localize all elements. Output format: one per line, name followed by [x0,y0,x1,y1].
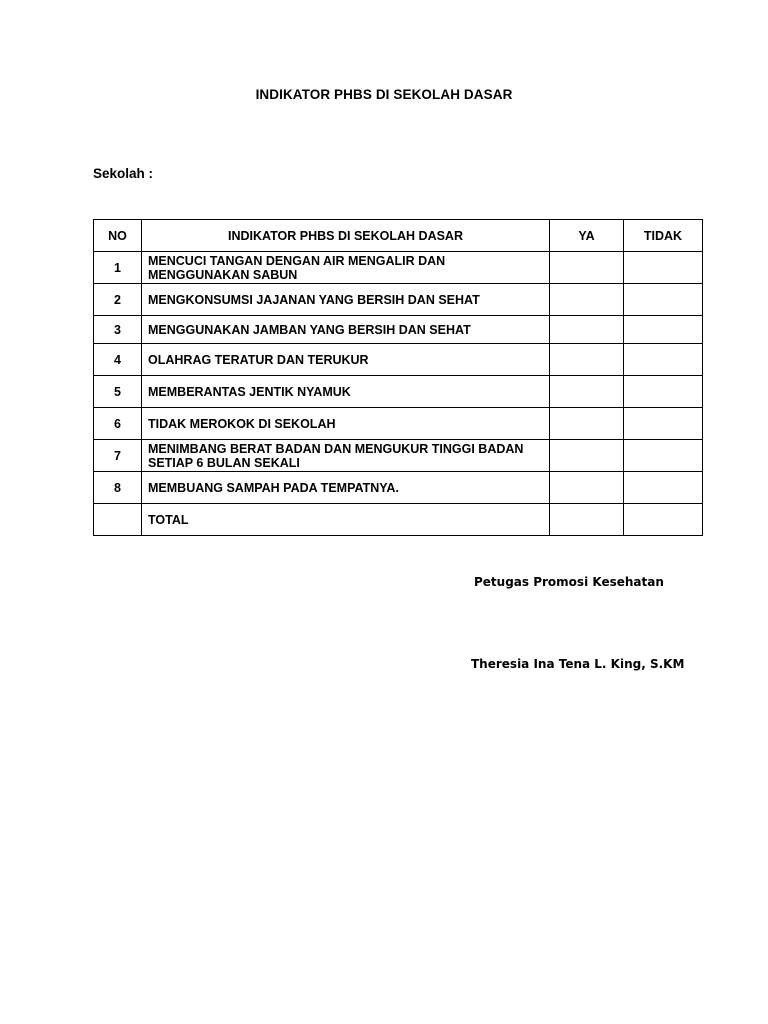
indicator-cell: MENGGUNAKAN JAMBAN YANG BERSIH DAN SEHAT [142,316,550,344]
indicator-cell: MENGKONSUMSI JAJANAN YANG BERSIH DAN SEHAT [142,284,550,316]
total-ya-cell [550,504,624,536]
row-number: 5 [94,376,142,408]
table-row [94,440,703,472]
total-row [94,504,703,536]
indicator-cell: MENIMBANG BERAT BADAN DAN MENGUKUR TINGGI BADAN SETIAP 6 BULAN SEKALI [142,440,550,472]
tidak-cell [624,440,703,472]
table-row [94,344,703,376]
ya-cell [550,408,624,440]
tidak-cell [624,472,703,504]
table-row [94,284,703,316]
tidak-cell [624,376,703,408]
table-row [94,408,703,440]
tidak-cell [624,344,703,376]
indicator-table [93,219,703,536]
school-label: Sekolah : [93,166,154,181]
row-number: 8 [94,472,142,504]
table-row [94,252,703,284]
table-row [94,376,703,408]
row-number: 7 [94,440,142,472]
ya-cell [550,376,624,408]
row-number: 2 [94,284,142,316]
header-no: NO [94,220,142,252]
ya-cell [550,252,624,284]
tidak-cell [624,252,703,284]
tidak-cell [624,284,703,316]
total-number-cell [94,504,142,536]
table-row [94,316,703,344]
tidak-cell [624,408,703,440]
signature-name: Theresia Ina Tena L. King, S.KM [471,657,685,671]
ya-cell [550,472,624,504]
row-number: 1 [94,252,142,284]
ya-cell [550,284,624,316]
indicator-cell: OLAHRAG TERATUR DAN TERUKUR [142,344,550,376]
ya-cell [550,440,624,472]
indicator-cell: MENCUCI TANGAN DENGAN AIR MENGALIR DAN MENGGUNAKAN SABUN [142,252,550,284]
header-indikator: INDIKATOR PHBS DI SEKOLAH DASAR [142,220,550,252]
indicator-cell: MEMBERANTAS JENTIK NYAMUK [142,376,550,408]
row-number: 4 [94,344,142,376]
header-tidak: TIDAK [624,220,703,252]
indicator-cell: TIDAK MEROKOK DI SEKOLAH [142,408,550,440]
ya-cell [550,344,624,376]
total-label: TOTAL [142,504,550,536]
document-title: INDIKATOR PHBS DI SEKOLAH DASAR [255,87,513,102]
table-header-row [94,220,703,252]
table-row [94,472,703,504]
signature-role: Petugas Promosi Kesehatan [474,575,664,589]
row-number: 6 [94,408,142,440]
tidak-cell [624,316,703,344]
row-number: 3 [94,316,142,344]
indicator-cell: MEMBUANG SAMPAH PADA TEMPATNYA. [142,472,550,504]
total-tidak-cell [624,504,703,536]
header-ya: YA [550,220,624,252]
ya-cell [550,316,624,344]
